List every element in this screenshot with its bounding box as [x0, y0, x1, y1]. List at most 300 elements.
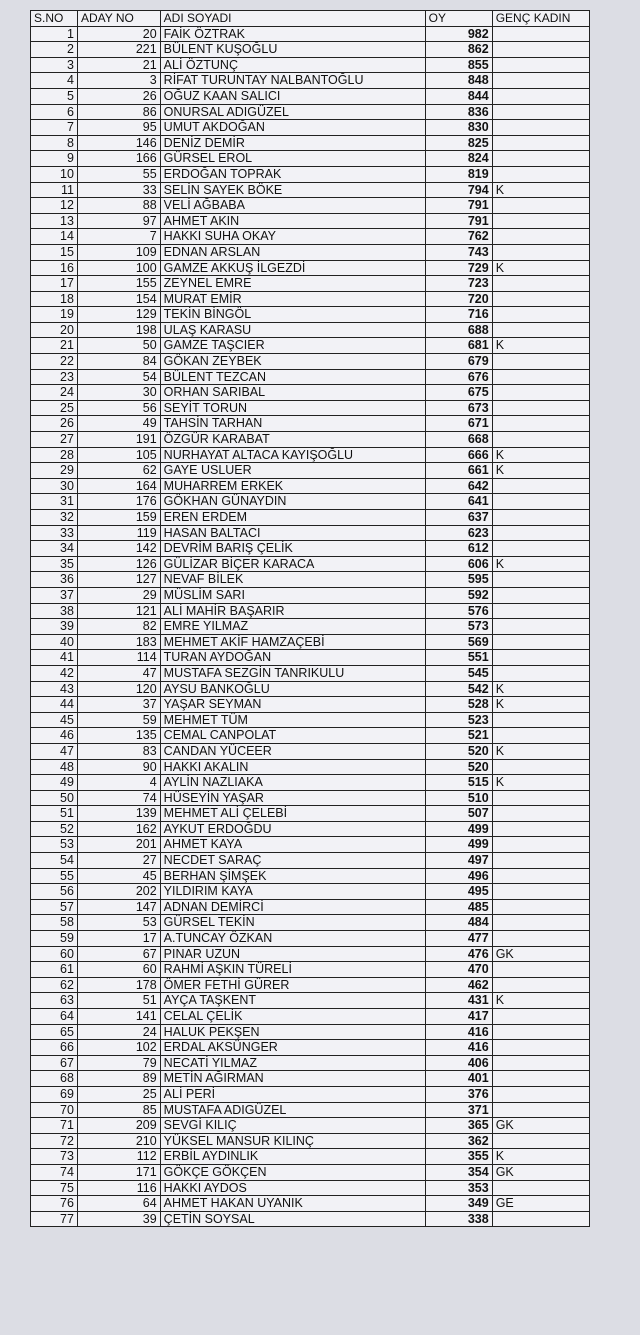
row-oy: 675 [425, 385, 492, 401]
row-genc-kadin [492, 1133, 589, 1149]
table-row [31, 291, 590, 307]
row-genc-kadin [492, 634, 589, 650]
table-row [31, 619, 590, 635]
table-row [31, 790, 590, 806]
row-sno: 36 [31, 572, 78, 588]
row-genc-kadin [492, 494, 589, 510]
header-aday-no: ADAY NO [77, 11, 160, 27]
row-genc-kadin [492, 525, 589, 541]
row-aday-no: 20 [77, 26, 160, 42]
table-row [31, 213, 590, 229]
row-name: RAHMİ AŞKIN TÜRELİ [160, 962, 425, 978]
row-aday-no: 97 [77, 213, 160, 229]
row-aday-no: 47 [77, 665, 160, 681]
row-aday-no: 56 [77, 400, 160, 416]
row-sno: 25 [31, 400, 78, 416]
row-oy: 573 [425, 619, 492, 635]
row-genc-kadin [492, 213, 589, 229]
row-aday-no: 89 [77, 1071, 160, 1087]
row-oy: 520 [425, 759, 492, 775]
row-name: GÖKAN ZEYBEK [160, 354, 425, 370]
row-genc-kadin [492, 229, 589, 245]
row-sno: 49 [31, 775, 78, 791]
row-genc-kadin [492, 151, 589, 167]
row-genc-kadin [492, 853, 589, 869]
table-row [31, 962, 590, 978]
row-genc-kadin [492, 977, 589, 993]
row-name: HAKKI AYDOS [160, 1180, 425, 1196]
table-row [31, 1133, 590, 1149]
row-genc-kadin [492, 790, 589, 806]
row-aday-no: 120 [77, 681, 160, 697]
row-name: ULAŞ KARASU [160, 322, 425, 338]
row-genc-kadin [492, 166, 589, 182]
row-name: MUHARREM ERKEK [160, 478, 425, 494]
row-oy: 836 [425, 104, 492, 120]
row-oy: 720 [425, 291, 492, 307]
row-sno: 1 [31, 26, 78, 42]
row-oy: 642 [425, 478, 492, 494]
row-aday-no: 209 [77, 1118, 160, 1134]
row-sno: 9 [31, 151, 78, 167]
row-genc-kadin: GK [492, 946, 589, 962]
row-oy: 476 [425, 946, 492, 962]
table-row [31, 26, 590, 42]
row-name: MUSTAFA ADIGÜZEL [160, 1102, 425, 1118]
table-row [31, 650, 590, 666]
table-row [31, 1024, 590, 1040]
row-aday-no: 112 [77, 1149, 160, 1165]
table-row [31, 260, 590, 276]
table-row [31, 416, 590, 432]
row-oy: 470 [425, 962, 492, 978]
row-sno: 24 [31, 385, 78, 401]
row-name: SEYİT TORUN [160, 400, 425, 416]
row-genc-kadin [492, 603, 589, 619]
row-sno: 32 [31, 510, 78, 526]
row-oy: 595 [425, 572, 492, 588]
row-sno: 52 [31, 821, 78, 837]
row-aday-no: 45 [77, 868, 160, 884]
row-genc-kadin: K [492, 743, 589, 759]
row-genc-kadin [492, 1211, 589, 1227]
row-oy: 676 [425, 369, 492, 385]
row-oy: 338 [425, 1211, 492, 1227]
row-aday-no: 84 [77, 354, 160, 370]
row-sno: 62 [31, 977, 78, 993]
row-name: ALİ ÖZTUNÇ [160, 57, 425, 73]
row-oy: 551 [425, 650, 492, 666]
row-genc-kadin [492, 478, 589, 494]
row-name: DENİZ DEMİR [160, 135, 425, 151]
row-genc-kadin [492, 1024, 589, 1040]
table-row [31, 88, 590, 104]
row-sno: 61 [31, 962, 78, 978]
row-genc-kadin [492, 931, 589, 947]
row-genc-kadin [492, 712, 589, 728]
row-oy: 982 [425, 26, 492, 42]
row-name: HAKKI AKALIN [160, 759, 425, 775]
row-aday-no: 155 [77, 276, 160, 292]
table-row [31, 400, 590, 416]
row-oy: 723 [425, 276, 492, 292]
row-name: MÜSLİM SARI [160, 587, 425, 603]
row-sno: 42 [31, 665, 78, 681]
row-aday-no: 53 [77, 915, 160, 931]
row-sno: 64 [31, 1009, 78, 1025]
row-aday-no: 86 [77, 104, 160, 120]
table-row [31, 993, 590, 1009]
table-row [31, 743, 590, 759]
table-row [31, 728, 590, 744]
row-name: CEMAL CANPOLAT [160, 728, 425, 744]
row-sno: 21 [31, 338, 78, 354]
row-genc-kadin: K [492, 463, 589, 479]
row-sno: 76 [31, 1196, 78, 1212]
row-oy: 515 [425, 775, 492, 791]
row-name: ADNAN DEMİRCİ [160, 899, 425, 915]
row-aday-no: 67 [77, 946, 160, 962]
table-row [31, 853, 590, 869]
row-sno: 22 [31, 354, 78, 370]
row-genc-kadin [492, 57, 589, 73]
row-genc-kadin [492, 759, 589, 775]
row-sno: 2 [31, 42, 78, 58]
table-row [31, 120, 590, 136]
row-sno: 38 [31, 603, 78, 619]
row-oy: 507 [425, 806, 492, 822]
table-body [31, 26, 590, 1227]
table-row [31, 931, 590, 947]
row-sno: 66 [31, 1040, 78, 1056]
row-oy: 606 [425, 556, 492, 572]
row-sno: 37 [31, 587, 78, 603]
row-name: UMUT AKDOĞAN [160, 120, 425, 136]
row-aday-no: 26 [77, 88, 160, 104]
row-name: MURAT EMİR [160, 291, 425, 307]
row-sno: 33 [31, 525, 78, 541]
row-aday-no: 178 [77, 977, 160, 993]
row-name: OĞUZ KAAN SALICI [160, 88, 425, 104]
row-name: TAHSİN TARHAN [160, 416, 425, 432]
row-sno: 50 [31, 790, 78, 806]
row-aday-no: 164 [77, 478, 160, 494]
row-sno: 39 [31, 619, 78, 635]
row-sno: 71 [31, 1118, 78, 1134]
row-genc-kadin [492, 26, 589, 42]
row-aday-no: 64 [77, 1196, 160, 1212]
row-oy: 484 [425, 915, 492, 931]
row-name: MEHMET ALİ ÇELEBİ [160, 806, 425, 822]
row-aday-no: 85 [77, 1102, 160, 1118]
row-name: NEVAF BİLEK [160, 572, 425, 588]
row-sno: 46 [31, 728, 78, 744]
row-aday-no: 95 [77, 120, 160, 136]
row-oy: 791 [425, 213, 492, 229]
table-row [31, 1196, 590, 1212]
row-genc-kadin: K [492, 556, 589, 572]
table-row [31, 1071, 590, 1087]
table-row [31, 712, 590, 728]
row-sno: 69 [31, 1086, 78, 1102]
table-row [31, 151, 590, 167]
row-name: NURHAYAT ALTACA KAYIŞOĞLU [160, 447, 425, 463]
row-sno: 63 [31, 993, 78, 1009]
row-name: GÖKHAN GÜNAYDIN [160, 494, 425, 510]
row-aday-no: 50 [77, 338, 160, 354]
table-row [31, 1086, 590, 1102]
row-oy: 824 [425, 151, 492, 167]
table-row [31, 977, 590, 993]
row-aday-no: 7 [77, 229, 160, 245]
row-genc-kadin: K [492, 681, 589, 697]
row-oy: 569 [425, 634, 492, 650]
row-name: ÖZGÜR KARABAT [160, 432, 425, 448]
row-aday-no: 183 [77, 634, 160, 650]
row-aday-no: 141 [77, 1009, 160, 1025]
table-row [31, 244, 590, 260]
row-sno: 60 [31, 946, 78, 962]
row-aday-no: 191 [77, 432, 160, 448]
row-oy: 661 [425, 463, 492, 479]
row-sno: 3 [31, 57, 78, 73]
row-name: YÜKSEL MANSUR KILINÇ [160, 1133, 425, 1149]
row-name: AYKUT ERDOĞDU [160, 821, 425, 837]
row-genc-kadin [492, 276, 589, 292]
row-genc-kadin [492, 135, 589, 151]
row-aday-no: 126 [77, 556, 160, 572]
row-sno: 51 [31, 806, 78, 822]
table-row [31, 884, 590, 900]
row-sno: 31 [31, 494, 78, 510]
row-name: ÇETİN SOYSAL [160, 1211, 425, 1227]
row-genc-kadin: K [492, 182, 589, 198]
table-row [31, 182, 590, 198]
row-genc-kadin [492, 650, 589, 666]
row-genc-kadin [492, 369, 589, 385]
row-oy: 819 [425, 166, 492, 182]
row-genc-kadin: K [492, 447, 589, 463]
row-sno: 68 [31, 1071, 78, 1087]
row-genc-kadin [492, 42, 589, 58]
row-oy: 681 [425, 338, 492, 354]
table-row [31, 1118, 590, 1134]
table-row [31, 276, 590, 292]
row-oy: 485 [425, 899, 492, 915]
row-oy: 499 [425, 837, 492, 853]
row-aday-no: 102 [77, 1040, 160, 1056]
row-aday-no: 221 [77, 42, 160, 58]
row-oy: 576 [425, 603, 492, 619]
row-oy: 495 [425, 884, 492, 900]
row-aday-no: 121 [77, 603, 160, 619]
table-row [31, 478, 590, 494]
row-aday-no: 154 [77, 291, 160, 307]
row-name: EMRE YILMAZ [160, 619, 425, 635]
row-sno: 28 [31, 447, 78, 463]
row-genc-kadin [492, 120, 589, 136]
row-genc-kadin [492, 1180, 589, 1196]
row-aday-no: 29 [77, 587, 160, 603]
row-sno: 20 [31, 322, 78, 338]
table-row [31, 432, 590, 448]
row-genc-kadin [492, 385, 589, 401]
row-sno: 73 [31, 1149, 78, 1165]
row-oy: 355 [425, 1149, 492, 1165]
row-genc-kadin [492, 541, 589, 557]
row-aday-no: 21 [77, 57, 160, 73]
row-genc-kadin [492, 88, 589, 104]
row-name: YAŞAR SEYMAN [160, 697, 425, 713]
row-name: PINAR UZUN [160, 946, 425, 962]
row-aday-no: 198 [77, 322, 160, 338]
row-aday-no: 83 [77, 743, 160, 759]
row-genc-kadin [492, 1009, 589, 1025]
row-genc-kadin: GE [492, 1196, 589, 1212]
row-sno: 27 [31, 432, 78, 448]
row-sno: 7 [31, 120, 78, 136]
row-oy: 794 [425, 182, 492, 198]
table-row [31, 463, 590, 479]
row-sno: 43 [31, 681, 78, 697]
table-row [31, 915, 590, 931]
row-oy: 523 [425, 712, 492, 728]
row-oy: 668 [425, 432, 492, 448]
row-name: TEKİN BİNGÖL [160, 307, 425, 323]
row-genc-kadin [492, 899, 589, 915]
row-name: GAYE USLUER [160, 463, 425, 479]
row-name: AHMET KAYA [160, 837, 425, 853]
row-aday-no: 55 [77, 166, 160, 182]
row-aday-no: 79 [77, 1055, 160, 1071]
table-row [31, 868, 590, 884]
row-genc-kadin: K [492, 993, 589, 1009]
row-sno: 40 [31, 634, 78, 650]
row-sno: 55 [31, 868, 78, 884]
row-oy: 545 [425, 665, 492, 681]
row-oy: 825 [425, 135, 492, 151]
row-aday-no: 201 [77, 837, 160, 853]
row-genc-kadin [492, 587, 589, 603]
row-aday-no: 142 [77, 541, 160, 557]
row-oy: 362 [425, 1133, 492, 1149]
row-name: AHMET AKIN [160, 213, 425, 229]
table-row [31, 338, 590, 354]
row-oy: 371 [425, 1102, 492, 1118]
row-sno: 41 [31, 650, 78, 666]
row-sno: 47 [31, 743, 78, 759]
row-genc-kadin: K [492, 338, 589, 354]
row-aday-no: 171 [77, 1164, 160, 1180]
table-row [31, 510, 590, 526]
row-oy: 521 [425, 728, 492, 744]
row-genc-kadin [492, 416, 589, 432]
row-name: DEVRİM BARIŞ ÇELİK [160, 541, 425, 557]
row-name: ORHAN SARIBAL [160, 385, 425, 401]
row-name: ERBİL AYDINLIK [160, 1149, 425, 1165]
row-oy: 671 [425, 416, 492, 432]
table-row [31, 821, 590, 837]
row-oy: 612 [425, 541, 492, 557]
row-sno: 53 [31, 837, 78, 853]
row-name: MEHMET TÜM [160, 712, 425, 728]
row-aday-no: 127 [77, 572, 160, 588]
row-oy: 862 [425, 42, 492, 58]
table-row [31, 198, 590, 214]
row-sno: 34 [31, 541, 78, 557]
row-genc-kadin: K [492, 260, 589, 276]
row-aday-no: 116 [77, 1180, 160, 1196]
table-row [31, 697, 590, 713]
row-genc-kadin [492, 837, 589, 853]
row-sno: 48 [31, 759, 78, 775]
row-aday-no: 119 [77, 525, 160, 541]
table-row [31, 1211, 590, 1227]
table-row [31, 42, 590, 58]
table-row [31, 1180, 590, 1196]
row-sno: 5 [31, 88, 78, 104]
row-oy: 716 [425, 307, 492, 323]
row-name: HASAN BALTACI [160, 525, 425, 541]
table-row [31, 759, 590, 775]
row-oy: 376 [425, 1086, 492, 1102]
row-oy: 462 [425, 977, 492, 993]
table-row [31, 447, 590, 463]
row-aday-no: 59 [77, 712, 160, 728]
row-oy: 855 [425, 57, 492, 73]
row-name: GAMZE AKKUŞ İLGEZDİ [160, 260, 425, 276]
table-row [31, 385, 590, 401]
table-row [31, 1055, 590, 1071]
row-sno: 70 [31, 1102, 78, 1118]
table-row [31, 369, 590, 385]
row-name: RİFAT TURUNTAY NALBANTOĞLU [160, 73, 425, 89]
row-sno: 8 [31, 135, 78, 151]
row-name: BERHAN ŞİMŞEK [160, 868, 425, 884]
row-aday-no: 100 [77, 260, 160, 276]
table-row [31, 229, 590, 245]
row-sno: 72 [31, 1133, 78, 1149]
row-aday-no: 210 [77, 1133, 160, 1149]
row-sno: 77 [31, 1211, 78, 1227]
row-oy: 477 [425, 931, 492, 947]
row-name: GÖKÇE GÖKÇEN [160, 1164, 425, 1180]
table-row [31, 946, 590, 962]
row-name: AYSU BANKOĞLU [160, 681, 425, 697]
table-row [31, 525, 590, 541]
row-genc-kadin [492, 665, 589, 681]
table-row [31, 354, 590, 370]
row-aday-no: 139 [77, 806, 160, 822]
header-genc-kadin: GENÇ KADIN [492, 11, 589, 27]
row-sno: 17 [31, 276, 78, 292]
row-sno: 11 [31, 182, 78, 198]
row-name: YILDIRIM KAYA [160, 884, 425, 900]
row-name: GÜRSEL TEKİN [160, 915, 425, 931]
row-aday-no: 60 [77, 962, 160, 978]
row-aday-no: 88 [77, 198, 160, 214]
row-aday-no: 166 [77, 151, 160, 167]
row-aday-no: 49 [77, 416, 160, 432]
table-row [31, 104, 590, 120]
row-sno: 75 [31, 1180, 78, 1196]
table-row [31, 587, 590, 603]
row-aday-no: 17 [77, 931, 160, 947]
row-aday-no: 202 [77, 884, 160, 900]
row-name: AHMET HAKAN UYANIK [160, 1196, 425, 1212]
row-genc-kadin [492, 307, 589, 323]
row-oy: 743 [425, 244, 492, 260]
